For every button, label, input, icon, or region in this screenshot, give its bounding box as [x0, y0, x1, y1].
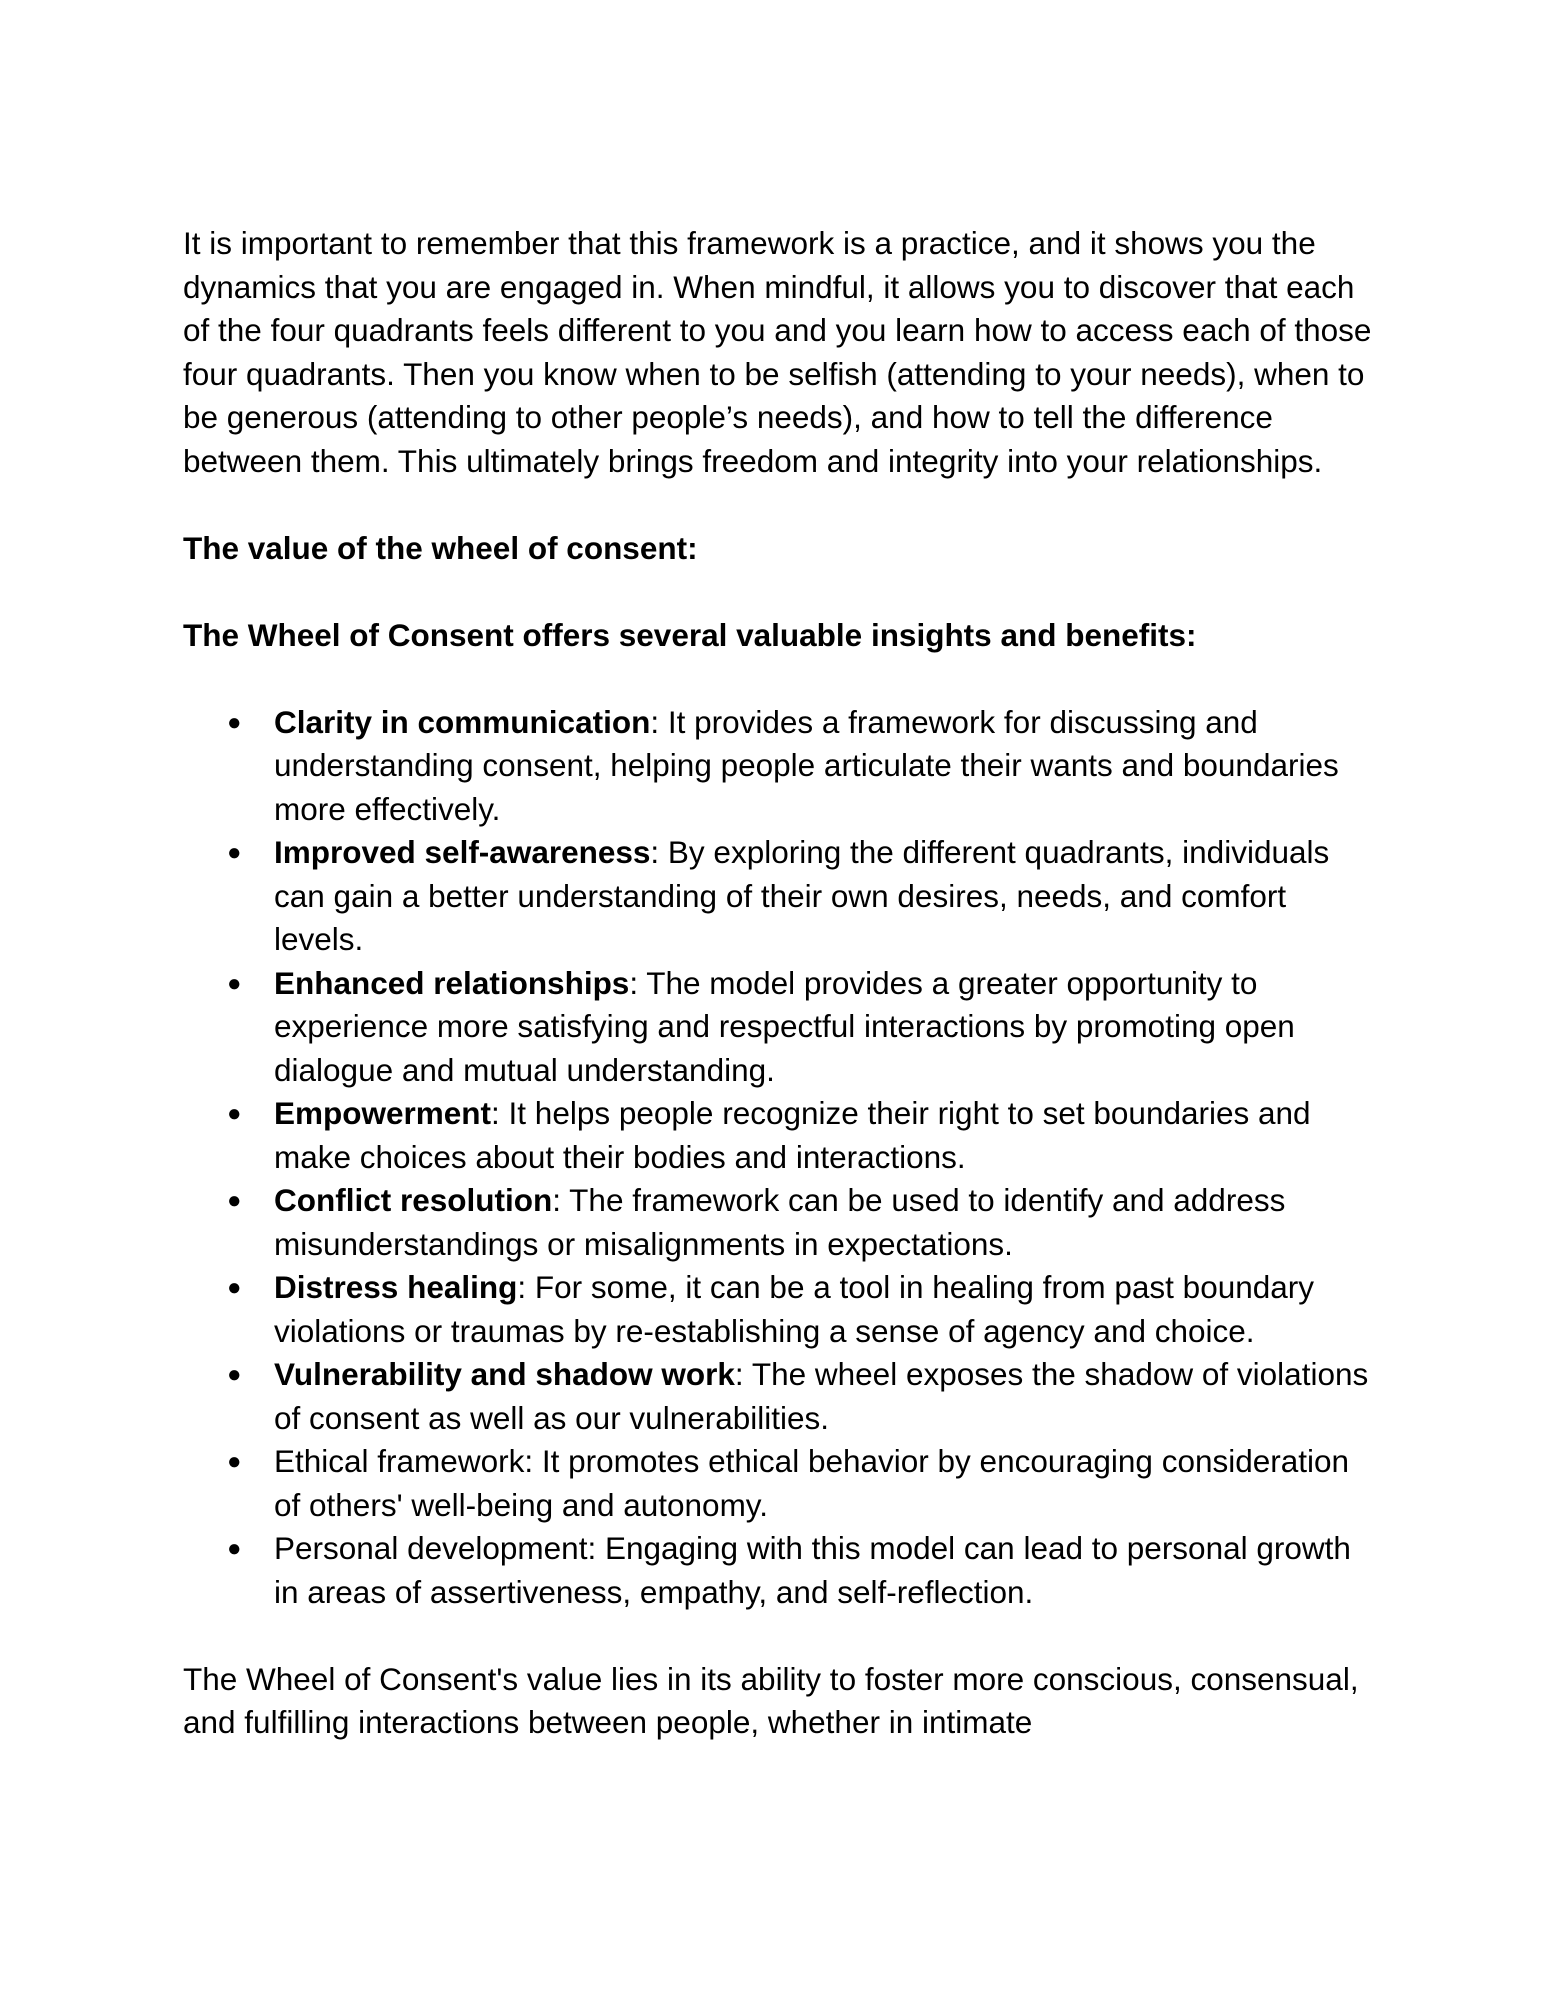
benefit-text: : The model provides a greater opportunity to experience more satisfying and respectful interactions by promoting open dialogue and mutual understanding. — [274, 964, 1295, 1088]
list-item — [183, 1266, 1383, 1353]
list-item — [183, 1527, 1383, 1614]
document-page — [183, 222, 1383, 1745]
bullet-icon: ● — [227, 1535, 242, 1562]
list-item — [183, 1179, 1383, 1266]
benefit-term: Clarity in communication — [274, 703, 651, 740]
list-item — [183, 962, 1383, 1093]
intro-paragraph: It is important to remember that this framework is a practice, and it shows you the dynamics that you are engaged in. When mindful, it allows you to discover that each of the four quadrants feels different to you and you learn how to access each of those four quadrants. Then you know when to be selfish (attending to your needs), when to be generous (attending to other people’s needs), and how to tell the difference between them. This ultimately brings freedom and integrity into your relationships. — [183, 225, 1372, 479]
benefit-text: Personal development: Engaging with this model can lead to personal growth in areas of assertiveness, empathy, and self-reflection. — [274, 1530, 1351, 1610]
benefit-term: Distress healing — [274, 1269, 518, 1305]
bullet-icon: ● — [227, 1100, 242, 1127]
closing-paragraph: The Wheel of Consent's value lies in its ability to foster more conscious, consensual, and fulfilling interactions between people, whether in intimate — [183, 1660, 1359, 1740]
list-item — [183, 1440, 1383, 1527]
bullet-icon: ● — [227, 1187, 242, 1214]
benefits-list — [183, 701, 1383, 1615]
benefit-text: : The wheel exposes the shadow of violations of consent as well as our vulnerabilities. — [274, 1356, 1369, 1436]
list-item — [183, 831, 1383, 962]
benefit-text: : For some, it can be a tool in healing from past boundary violations or traumas by re-establishing a sense of agency and choice. — [274, 1269, 1315, 1349]
bullet-icon: ● — [227, 1274, 242, 1301]
benefit-term: Vulnerability and shadow work — [274, 1356, 735, 1392]
list-item — [183, 1092, 1383, 1179]
heading-value: The value of the wheel of consent: — [183, 529, 698, 566]
benefit-text: : It provides a framework for discussing and understanding consent, helping people articulate their wants and boundaries more effectively. — [274, 703, 1339, 827]
list-item — [183, 1353, 1383, 1440]
benefit-text: : By exploring the different quadrants, individuals can gain a better understanding of their own desires, needs, and comfort levels. — [274, 834, 1330, 957]
bullet-icon: ● — [227, 839, 242, 866]
list-item — [183, 701, 1383, 832]
bullet-icon: ● — [227, 969, 242, 997]
benefit-text: Ethical framework: It promotes ethical behavior by encouraging consideration of others' well-being and autonomy. — [274, 1443, 1350, 1523]
benefit-term: Empowerment — [274, 1095, 492, 1131]
bullet-icon: ● — [227, 708, 242, 736]
bullet-icon: ● — [227, 1448, 242, 1475]
benefit-term: Enhanced relationships — [274, 964, 630, 1001]
heading-benefits: The Wheel of Consent offers several valuable insights and benefits: — [183, 616, 1197, 653]
benefit-text: : It helps people recognize their right to set boundaries and make choices about their bodies and interactions. — [274, 1095, 1311, 1175]
benefit-term: Conflict resolution — [274, 1182, 553, 1218]
benefit-term: Improved self-awareness — [274, 834, 651, 870]
benefit-text: : The framework can be used to identify and address misunderstandings or misalignments in expectations. — [274, 1182, 1286, 1262]
bullet-icon: ● — [227, 1361, 242, 1388]
